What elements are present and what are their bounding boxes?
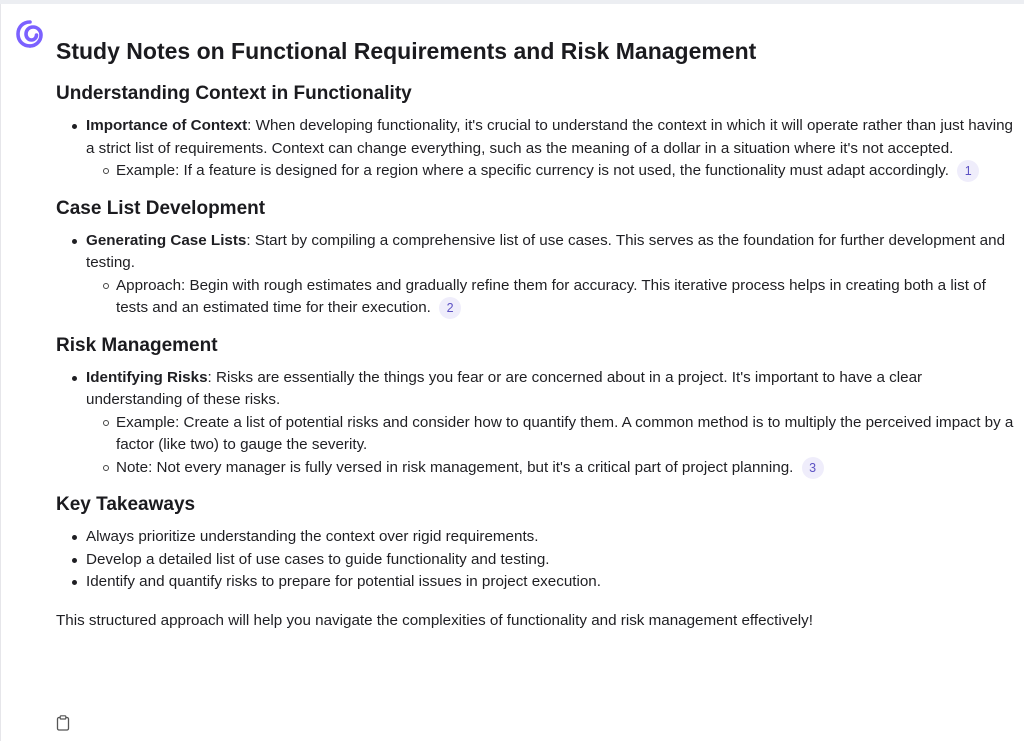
section-heading: Case List Development	[56, 197, 266, 219]
section-heading: Understanding Context in Functionality	[56, 83, 412, 104]
bullet-list	[56, 230, 1020, 320]
sub-list-item	[86, 457, 1020, 480]
citation-badge[interactable]: 1	[957, 160, 979, 182]
list-item	[56, 367, 1020, 480]
item-text: Always prioritize understanding the context over rigid requirements.	[86, 528, 539, 545]
left-divider	[0, 4, 1, 741]
list-item	[56, 549, 1020, 572]
section-context	[56, 80, 1020, 183]
section-heading: Key Takeaways	[56, 494, 196, 515]
notes-content	[56, 34, 1020, 632]
bullet-list	[56, 526, 1020, 594]
section-key-takeaways	[56, 491, 1020, 594]
item-text: : Start by compiling a comprehensive list of use cases. This serves as the foundation for further development and testing.	[86, 231, 1006, 271]
section-case-list	[56, 195, 1020, 320]
item-label: Generating Case Lists	[86, 231, 247, 249]
section-risk-management	[56, 332, 1020, 480]
section-heading: Risk Management	[56, 334, 218, 356]
sub-list-item	[86, 275, 1020, 320]
item-label: Identifying Risks	[86, 368, 208, 386]
summary-text: This structured approach will help you navigate the complexities of functionality and risk management effectively!	[56, 611, 813, 629]
sub-list-item	[86, 412, 1020, 457]
citation-badge[interactable]: 3	[802, 457, 824, 479]
sub-list	[86, 412, 1020, 480]
list-item	[56, 571, 1020, 594]
sub-item-text: Approach: Begin with rough estimates and gradually refine them for accuracy. This iterative process helps in creating both a list of tests and an estimated time for their execution.	[116, 276, 986, 316]
item-text: Identify and quantify risks to prepare for potential issues in project execution.	[86, 573, 601, 590]
citation-badge[interactable]: 2	[439, 297, 461, 319]
bullet-list	[56, 367, 1020, 480]
item-label: Importance of Context	[86, 117, 248, 134]
item-text: : When developing functionality, it's crucial to understand the context in which it will operate rather than just having a strict list of requirements. Context can change everything, such as the meaning of a dollar in a situation where it's not accepted.	[86, 117, 1013, 157]
app-logo-icon	[14, 18, 46, 50]
item-text: : Risks are essentially the things you fear or are concerned about in a project. It's important to have a clear understanding of these risks.	[86, 368, 923, 408]
sub-list	[86, 160, 1020, 183]
clipboard-icon[interactable]	[56, 715, 70, 731]
bullet-list	[56, 115, 1020, 183]
item-text: Develop a detailed list of use cases to guide functionality and testing.	[86, 550, 550, 568]
sub-item-text: Example: If a feature is designed for a region where a specific currency is not used, the functionality must adapt accordingly.	[116, 162, 949, 179]
sub-item-text: Example: Create a list of potential risks and consider how to quantify them. A common method is to multiply the perceived impact by a factor (like two) to gauge the severity.	[116, 413, 1014, 453]
list-item	[56, 230, 1020, 320]
sub-item-text: Note: Not every manager is fully versed in risk management, but it's a critical part of project planning.	[116, 458, 794, 476]
sub-list	[86, 275, 1020, 320]
list-item	[56, 115, 1020, 183]
page-title: Study Notes on Functional Requirements and Risk Management	[56, 38, 757, 64]
list-item	[56, 526, 1020, 549]
sub-list-item	[86, 160, 1020, 183]
top-bar	[0, 0, 1024, 4]
